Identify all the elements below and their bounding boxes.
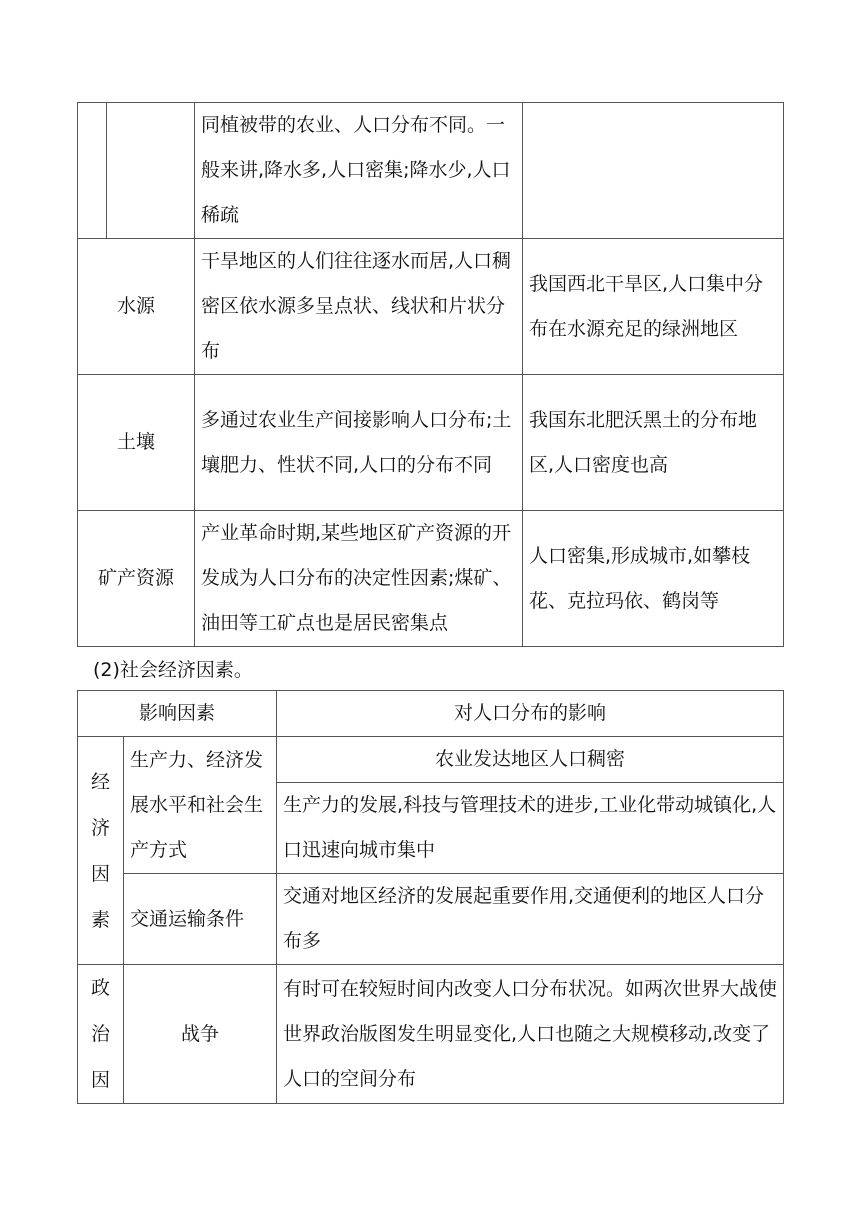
factor-cell: 矿产资源 [78,511,195,647]
transport-effect-cell: 交通对地区经济的发展起重要作用,交通便利的地区人口分布多 [277,874,784,965]
effect-cell: 同植被带的农业、人口分布不同。一般来讲,降水多,人口密集;降水少,人口稀疏 [195,103,523,239]
header-factor: 影响因素 [78,691,277,737]
table-row [78,239,784,375]
econ-group-cell: 经 济 因 素 [78,737,124,965]
factor-cell: 土壤 [78,375,195,511]
example-cell: 我国东北肥沃黑土的分布地区,人口密度也高 [523,375,784,511]
table-row [78,375,784,511]
war-label-cell: 战争 [124,965,277,1104]
productivity-effect-cell: 农业发达地区人口稠密 [277,737,784,783]
example-cell: 我国西北干旱区,人口集中分布在水源充足的绿洲地区 [523,239,784,375]
natural-factors-table [77,102,784,647]
war-effect-cell: 有时可在较短时间内改变人口分布状况。如两次世界大战使世界政治版图发生明显变化,人口也随之大规模移动,改变了人口的空间分布 [277,965,784,1104]
section-caption: (2)社会经济因素。 [93,659,253,681]
table-header-row [78,691,784,737]
example-cell [523,103,784,239]
productivity-effect-cell: 生产力的发展,科技与管理技术的进步,工业化带动城镇化,人口迅速向城市集中 [277,783,784,874]
table-row [78,965,784,1104]
effect-cell: 多通过农业生产间接影响人口分布;土壤肥力、性状不同,人口的分布不同 [195,375,523,511]
table-row [78,103,784,239]
header-effect: 对人口分布的影响 [277,691,784,737]
factor-cell: 水源 [78,239,195,375]
empty-cell [78,103,107,239]
politics-group-cell: 政 治 因 [78,965,124,1104]
transport-label-cell: 交通运输条件 [124,874,277,965]
productivity-label-cell: 生产力、经济发展水平和社会生产方式 [124,737,277,874]
table-row [78,737,784,783]
table-row [78,874,784,965]
table-row [78,511,784,647]
effect-cell: 产业革命时期,某些地区矿产资源的开发成为人口分布的决定性因素;煤矿、油田等工矿点也是居民密集点 [195,511,523,647]
example-cell: 人口密集,形成城市,如攀枝花、克拉玛依、鹤岗等 [523,511,784,647]
socioeconomic-factors-table [77,690,784,1104]
effect-cell: 干旱地区的人们往往逐水而居,人口稠密区依水源多呈点状、线状和片状分布 [195,239,523,375]
factor-cell [107,103,195,239]
